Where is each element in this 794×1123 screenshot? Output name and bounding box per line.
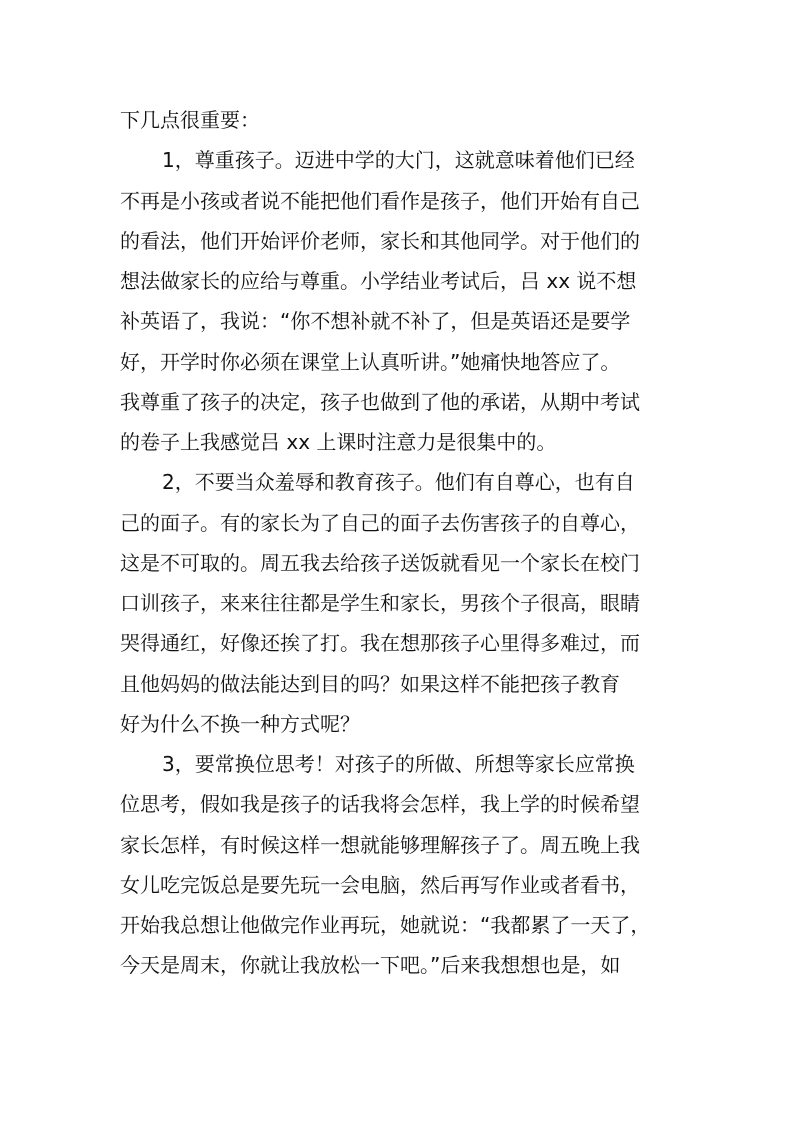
text-line: 下几点很重要： [120, 108, 260, 132]
text-line: 不再是小孩或者说不能把他们看作是孩子，他们开始有自己 [120, 188, 640, 213]
text-line: 想法做家长的应给与尊重。小学结业考试后，吕 xx 说不想 [120, 269, 637, 293]
text-line: 口训孩子，来来往往都是学生和家长，男孩个子很高，眼睛 [120, 591, 640, 615]
text-line: 女儿吃完饭总是要先玩一会电脑，然后再写作业或者看书， [120, 872, 640, 897]
text-line: 的看法，他们开始评价老师，家长和其他同学。对于他们的 [120, 228, 640, 253]
text-line: 且他妈妈的做法能达到目的吗？如果这样不能把孩子教育 [120, 671, 620, 696]
text-line: 好为什么不换一种方式呢？ [120, 711, 360, 736]
text-line: 好，开学时你必须在课堂上认真听讲。”她痛快地答应了。 [120, 349, 621, 374]
paragraph-1-start: 1，尊重孩子。迈进中学的大门，这就意味着他们已经 [162, 148, 635, 173]
text-line: 哭得通红，好像还挨了打。我在想那孩子心里得多难过，而 [120, 631, 640, 656]
text-line: 己的面子。有的家长为了自己的面子去伤害孩子的自尊心， [120, 510, 640, 535]
text-line: 今天是周末，你就让我放松一下吧。”后来我想想也是，如 [120, 953, 621, 978]
body-text [120, 100, 700, 986]
text-line: 位思考，假如我是孩子的话我将会怎样，我上学的时候希望 [120, 792, 640, 817]
text-line: 家长怎样，有时候这样一想就能够理解孩子了。周五晚上我 [120, 832, 640, 857]
text-line: 我尊重了孩子的决定，孩子也做到了他的承诺，从期中考试 [120, 389, 640, 414]
text-line: 的卷子上我感觉吕 xx 上课时注意力是很集中的。 [120, 430, 557, 454]
paragraph-2-start: 2，不要当众羞辱和教育孩子。他们有自尊心，也有自 [162, 470, 635, 495]
paragraph-3-start: 3，要常换位思考！对孩子的所做、所想等家长应常换 [162, 752, 635, 776]
text-line: 开始我总想让他做完作业再玩，她就说：“我都累了一天了， [120, 913, 651, 937]
text-line: 这是不可取的。周五我去给孩子送饭就看见一个家长在校门 [120, 550, 640, 575]
text-line: 补英语了，我说：“你不想补就不补了，但是英语还是要学 [120, 309, 631, 334]
